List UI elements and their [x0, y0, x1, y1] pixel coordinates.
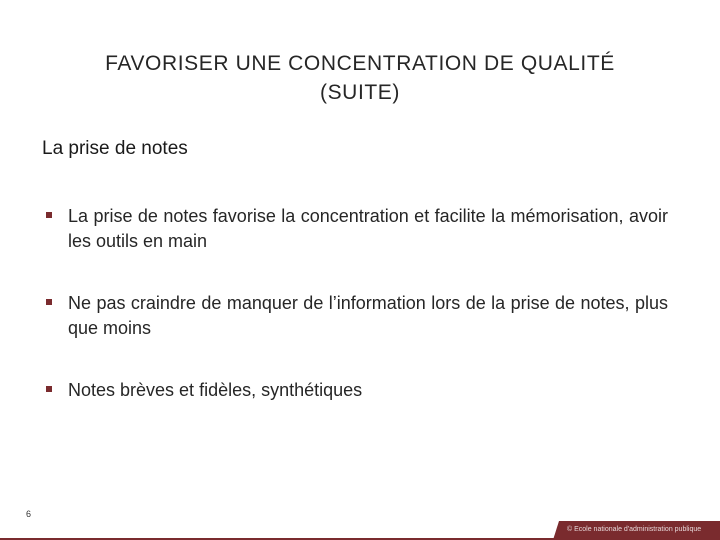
- bullet-item-2: [46, 291, 668, 341]
- square-bullet-icon: [46, 299, 52, 305]
- square-bullet-icon: [46, 386, 52, 392]
- bullet-list: [46, 204, 668, 403]
- square-bullet-icon: [46, 212, 52, 218]
- slide-title-line-2: (SUITE): [319, 81, 401, 104]
- bullet-text-2: Ne pas craindre de manquer de l’information lors de la prise de notes, plus que moins: [68, 293, 668, 338]
- copyright-text: © Ecole nationale d'administration publique: [567, 526, 702, 533]
- bullet-text-1: La prise de notes favorise la concentration et facilite la mémorisation, avoir les outils en main: [68, 206, 668, 251]
- bullet-item-3: [46, 378, 668, 403]
- bullet-item-1: [46, 204, 668, 254]
- slide-title-line-1: FAVORISER UNE CONCENTRATION DE QUALITÉ: [105, 52, 615, 75]
- section-heading: La prise de notes: [42, 138, 188, 159]
- bullet-text-3: Notes brèves et fidèles, synthétiques: [68, 380, 363, 400]
- footer-bar: [0, 521, 720, 540]
- page-number: 6: [26, 509, 32, 519]
- slide-title: [20, 49, 700, 107]
